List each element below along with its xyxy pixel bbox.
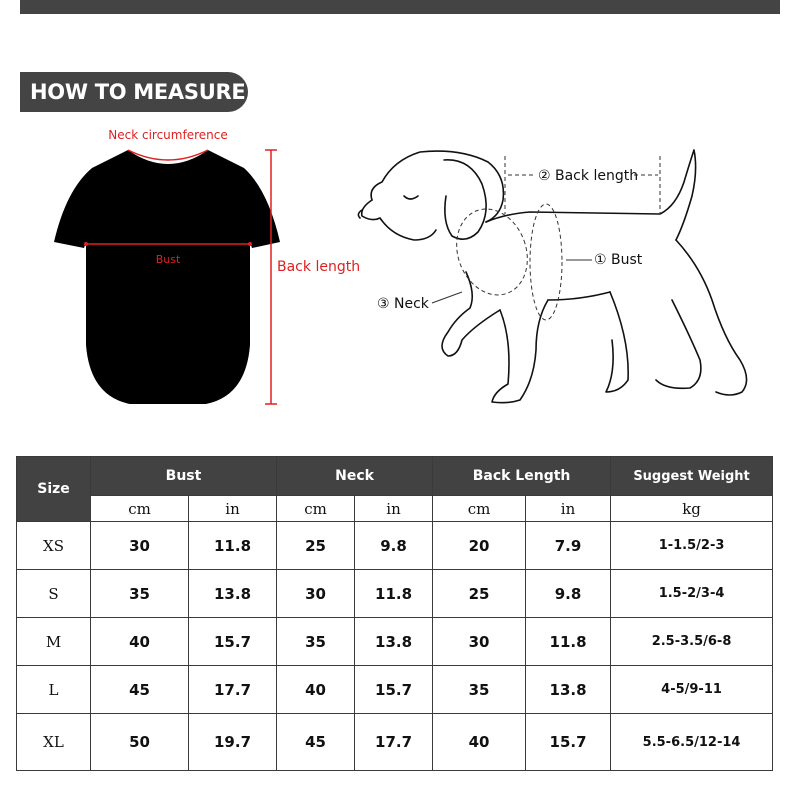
bust-cm-cell: 50 <box>91 714 189 771</box>
table-row <box>17 666 773 714</box>
table-row <box>17 714 773 771</box>
neck-cm-cell: 45 <box>277 714 355 771</box>
back-in-cell: 7.9 <box>526 522 611 570</box>
back-in-cell: 13.8 <box>526 666 611 714</box>
size-cell: L <box>17 666 91 714</box>
table-row <box>17 570 773 618</box>
back-length-group-header: Back Length <box>433 457 611 496</box>
shirt-silhouette <box>54 150 280 404</box>
dog-bust-label: ① Bust <box>594 252 643 268</box>
weight-cell: 4-5/9-11 <box>611 666 773 714</box>
back-cm-cell: 30 <box>433 618 526 666</box>
neck-cm-cell: 40 <box>277 666 355 714</box>
size-chart-table <box>16 456 773 771</box>
back-in-cell: 15.7 <box>526 714 611 771</box>
bust-cm-cell: 30 <box>91 522 189 570</box>
weight-cell: 1.5-2/3-4 <box>611 570 773 618</box>
size-cell: XS <box>17 522 91 570</box>
weight-cell: 5.5-6.5/12-14 <box>611 714 773 771</box>
table-row <box>17 618 773 666</box>
shirt-neck-label: Neck circumference <box>108 128 228 142</box>
back-cm-cell: 25 <box>433 570 526 618</box>
unit-header: in <box>355 496 433 522</box>
table-group-header-row <box>17 457 773 496</box>
suggest-weight-header: Suggest Weight <box>611 457 773 496</box>
bust-in-cell: 19.7 <box>189 714 277 771</box>
size-cell: M <box>17 618 91 666</box>
bust-in-cell: 13.8 <box>189 570 277 618</box>
weight-cell: 1-1.5/2-3 <box>611 522 773 570</box>
unit-header: cm <box>433 496 526 522</box>
size-cell: S <box>17 570 91 618</box>
unit-header: cm <box>277 496 355 522</box>
neck-cm-cell: 30 <box>277 570 355 618</box>
neck-in-cell: 17.7 <box>355 714 433 771</box>
back-in-cell: 9.8 <box>526 570 611 618</box>
neck-in-cell: 15.7 <box>355 666 433 714</box>
neck-in-cell: 11.8 <box>355 570 433 618</box>
bust-cm-cell: 45 <box>91 666 189 714</box>
table-row <box>17 522 773 570</box>
dog-outline <box>358 150 746 403</box>
table-unit-row <box>17 496 773 522</box>
weight-cell: 2.5-3.5/6-8 <box>611 618 773 666</box>
bust-group-header: Bust <box>91 457 277 496</box>
neck-cm-cell: 25 <box>277 522 355 570</box>
bust-cm-cell: 40 <box>91 618 189 666</box>
back-cm-cell: 20 <box>433 522 526 570</box>
neck-in-cell: 9.8 <box>355 522 433 570</box>
size-column-header: Size <box>17 457 91 522</box>
neck-in-cell: 13.8 <box>355 618 433 666</box>
neck-group-header: Neck <box>277 457 433 496</box>
bust-cm-cell: 35 <box>91 570 189 618</box>
bust-in-cell: 11.8 <box>189 522 277 570</box>
back-cm-cell: 40 <box>433 714 526 771</box>
section-title: HOW TO MEASURE <box>20 72 248 112</box>
bust-in-cell: 15.7 <box>189 618 277 666</box>
dog-neck-pointer <box>432 292 462 303</box>
unit-header: in <box>189 496 277 522</box>
neck-cm-cell: 35 <box>277 618 355 666</box>
size-cell: XL <box>17 714 91 771</box>
unit-header: kg <box>611 496 773 522</box>
shirt-back-label: Back length <box>277 259 361 275</box>
shirt-bust-label: Bust <box>155 253 181 266</box>
dog-back-label: ② Back length <box>538 168 639 184</box>
unit-header: in <box>526 496 611 522</box>
back-cm-cell: 35 <box>433 666 526 714</box>
back-in-cell: 11.8 <box>526 618 611 666</box>
dog-neck-label: ③ Neck <box>377 296 429 312</box>
unit-header: cm <box>91 496 189 522</box>
bust-in-cell: 17.7 <box>189 666 277 714</box>
